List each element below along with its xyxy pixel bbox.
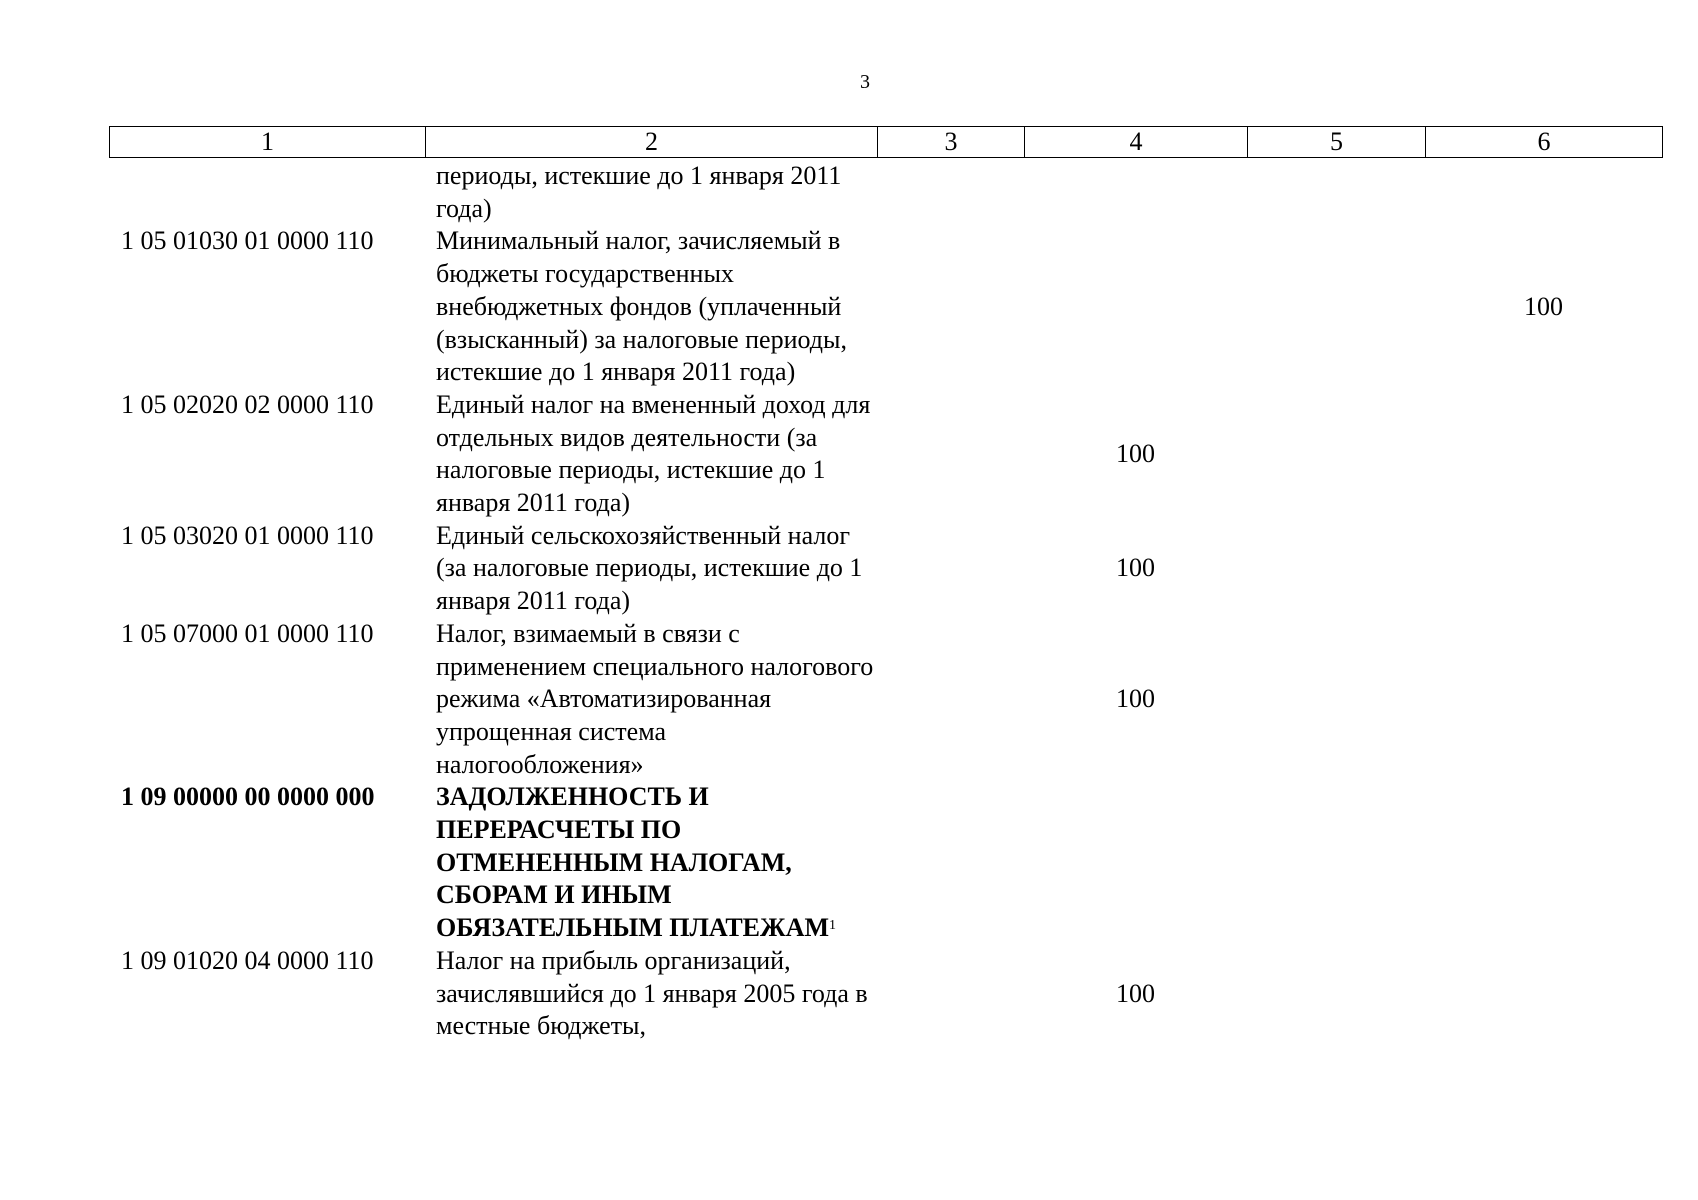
table-header [109,126,1663,158]
cell-col5 [1247,225,1425,389]
cell-col6 [1425,520,1662,618]
income-code: 1 05 07000 01 0000 110 [121,618,374,648]
table-row [109,520,1662,618]
cell-col6 [1425,945,1662,1043]
cell-col3 [877,618,1024,782]
cell-col6 [1425,618,1662,782]
cell-col5 [1247,389,1425,520]
cell-col3 [877,781,1024,945]
cell-col5 [1247,781,1425,945]
column-number-row [110,127,1663,158]
income-name [425,781,877,945]
cell-col4: 100 [1116,553,1155,583]
cell-col3 [877,945,1024,1043]
income-name: Единый налог на вмененный доход для отдельных видов деятельности (за налоговые периоды, истекшие до 1 января 2011 года) [436,389,871,518]
column-header-3: 3 [878,127,1025,158]
column-header-5: 5 [1248,127,1426,158]
table-row [109,389,1662,520]
cell-col3 [877,225,1024,389]
column-header-2: 2 [426,127,878,158]
cell-col3 [877,160,1024,225]
table-row [109,160,1662,225]
income-name: Налог, взимаемый в связи с применением специального налогового режима «Автоматизированная упрощенная система налогообложения» [436,618,874,779]
cell-col3 [877,389,1024,520]
table-row [109,225,1662,389]
table-row-section [109,781,1662,945]
income-name: периоды, истекшие до 1 января 2011 года) [436,161,842,223]
income-code: 1 05 03020 01 0000 110 [121,520,374,550]
cell-col6 [1425,160,1662,225]
cell-col3 [877,520,1024,618]
cell-col6 [1425,389,1662,520]
cell-col4: 100 [1116,438,1155,468]
column-header-1: 1 [110,127,426,158]
income-code: 1 09 00000 00 0000 000 [121,782,375,812]
cell-col6: 100 [1524,291,1563,321]
cell-col4 [1024,160,1247,225]
cell-col5 [1247,945,1425,1043]
income-code [109,160,425,225]
cell-col5 [1247,520,1425,618]
table-row [109,618,1662,782]
section-title: ЗАДОЛЖЕННОСТЬ И ПЕРЕРАСЧЕТЫ ПО ОТМЕНЕННЫМ НАЛОГАМ, СБОРАМ И ИНЫМ ОБЯЗАТЕЛЬНЫМ ПЛАТЕЖАМ [436,782,830,943]
cell-col6 [1425,781,1662,945]
income-code: 1 09 01020 04 0000 110 [121,945,374,975]
table-row [109,945,1662,1043]
column-header-4: 4 [1025,127,1248,158]
revenue-table [109,160,1662,1043]
cell-col4 [1024,781,1247,945]
income-code: 1 05 02020 02 0000 110 [121,389,374,419]
cell-col4 [1024,225,1247,389]
income-name: Минимальный налог, зачисляемый в бюджеты государственных внебюджетных фондов (уплаченный (взысканный) за налоговые периоды, истекшие до 1 января 2011 года) [436,226,847,387]
page-number: 3 [860,71,870,93]
column-header-6: 6 [1426,127,1663,158]
footnote-marker: 1 [829,918,837,934]
cell-col4: 100 [1116,978,1155,1008]
cell-col5 [1247,618,1425,782]
cell-col5 [1247,160,1425,225]
income-name: Налог на прибыль организаций, зачислявшийся до 1 января 2005 года в местные бюджеты, [436,945,868,1041]
income-name: Единый сельскохозяйственный налог (за налоговые периоды, истекшие до 1 января 2011 года) [436,520,863,616]
income-code: 1 05 01030 01 0000 110 [121,226,374,256]
cell-col4: 100 [1116,684,1155,714]
